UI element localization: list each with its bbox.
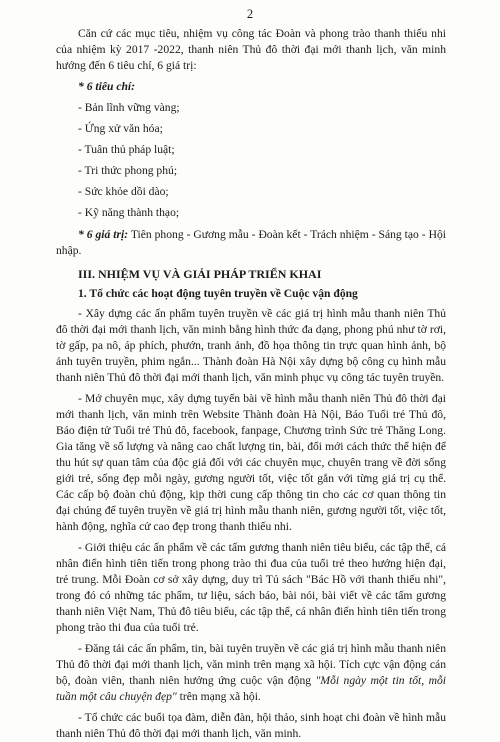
criteria-item: - Kỹ năng thành thạo; [78, 206, 180, 219]
page-number: 2 [246, 7, 254, 21]
values-heading: * 6 giá trị: [78, 228, 129, 241]
para4-tail: trên mạng xã hội. [176, 690, 261, 703]
section-heading: III. NHIỆM VỤ VÀ GIẢI PHÁP TRIỂN KHAI [78, 267, 322, 281]
body-paragraph: - Mở chuyên mục, xây dựng tuyến bài về hình mẫu thanh niên Thủ đô thời đại mới thanh lịch, văn minh trên Website Thành đoàn Hà Nội, Báo Tuổi trẻ Thủ đô, Báo điện tử Tuổi trẻ Thủ đô, facebook, fanpage, Chương trình Sức trẻ Thăng Long. Gia tăng về số lượng và nâng cao chất lượng tin, bài, đổi mới cách thức thể hiện để thu hút sự quan tâm của độc giả đối với các chuyên mục, chuyên trang về đời sống giới trẻ, sống đẹp mỗi ngày, gương người tốt, việc tốt gắn với từng giá trị cụ thể. Các cấp bộ đoàn chủ động, kịp thời cung cấp thông tin cho các cơ quan thông tin đại chúng để tuyên truyền về giá trị hình mẫu thanh niên, gương người tốt, việc tốt, hành động, nghĩa cử cao đẹp trong thanh thiếu nhi. [56, 392, 446, 533]
body-paragraph [56, 641, 446, 705]
intro-paragraph: Căn cứ các mục tiêu, nhiệm vụ công tác Đoàn và phong trào thanh thiếu nhi của nhiệm kỳ 2017 -2022, thanh niên Thủ đô thời đại mới thanh lịch, văn minh hướng đến 6 tiêu chí, 6 giá trị: [56, 27, 446, 72]
body-paragraph: - Tổ chức các buổi tọa đàm, diễn đàn, hội thảo, sinh hoạt chi đoàn về hình mẫu thanh niên Thủ đô thời đại mới thanh lịch, văn minh. [56, 711, 446, 740]
values-paragraph [56, 227, 446, 259]
criteria-item: - Tuân thủ pháp luật; [78, 143, 175, 156]
body-paragraph: - Giới thiệu các ấn phẩm về các tấm gương thanh niên tiêu biểu, các tập thể, cá nhân điển hình tiên tiến trong phong trào thi đua của tuổi trẻ theo hướng hiện đại, trẻ trung. Mỗi Đoàn cơ sở xây dựng, duy trì Tủ sách "Bác Hồ với thanh thiếu nhi", trong đó có những tác phẩm, tư liệu, sách báo, bài nói, bài viết về các tấm gương thanh niên Việt Nam, Thủ đô tiêu biểu, các tập thể, cá nhân điển hình tiên tiến trong phong trào thi đua của tuổi trẻ. [56, 541, 446, 634]
subsection-heading: 1. Tổ chức các hoạt động tuyên truyền về Cuộc vận động [78, 287, 358, 300]
criteria-item: - Bản lĩnh vững vàng; [78, 101, 180, 114]
document-body [56, 26, 446, 742]
criteria-item: - Tri thức phong phú; [78, 164, 178, 177]
para4-text: - Đăng tải các ấn phẩm, tin, bài tuyên truyền về các giá trị hình mẫu thanh niên Thủ đô thời đại mới thanh lịch, văn minh trên mạng xã hội. Tích cực vận động cán bộ, đoàn viên, thanh niên hưởng ứng cuộc vận động [56, 642, 446, 687]
values-text: Tiên phong - Gương mẫu - Đoàn kết - Trách nhiệm - Sáng tạo - Hội nhập. [56, 228, 447, 257]
criteria-item: - Sức khỏe dồi dào; [78, 185, 169, 198]
body-paragraph: - Xây dựng các ấn phẩm tuyên truyền về các giá trị hình mẫu thanh niên Thủ đô thời đại mới thanh lịch, văn minh bằng hình thức đa dạng, phong phú như tờ rơi, tờ gấp, pa nô, áp phích, phướn, tranh ảnh, đồ họa thông tin trực quan hình ảnh, bộ ảnh tuyên truyền, phim ngắn... Thành đoàn Hà Nội xây dựng bộ công cụ hình mẫu thanh niên Thủ đô thời đại mới thanh lịch, văn minh phục vụ công tác tuyên truyền. [56, 307, 446, 384]
criteria-heading: * 6 tiêu chí: [78, 80, 136, 93]
para4-quote: "Mỗi ngày một tin tốt, mỗi tuần một câu chuyện đẹp" [56, 674, 447, 703]
criteria-item: - Ứng xử văn hóa; [78, 122, 163, 135]
